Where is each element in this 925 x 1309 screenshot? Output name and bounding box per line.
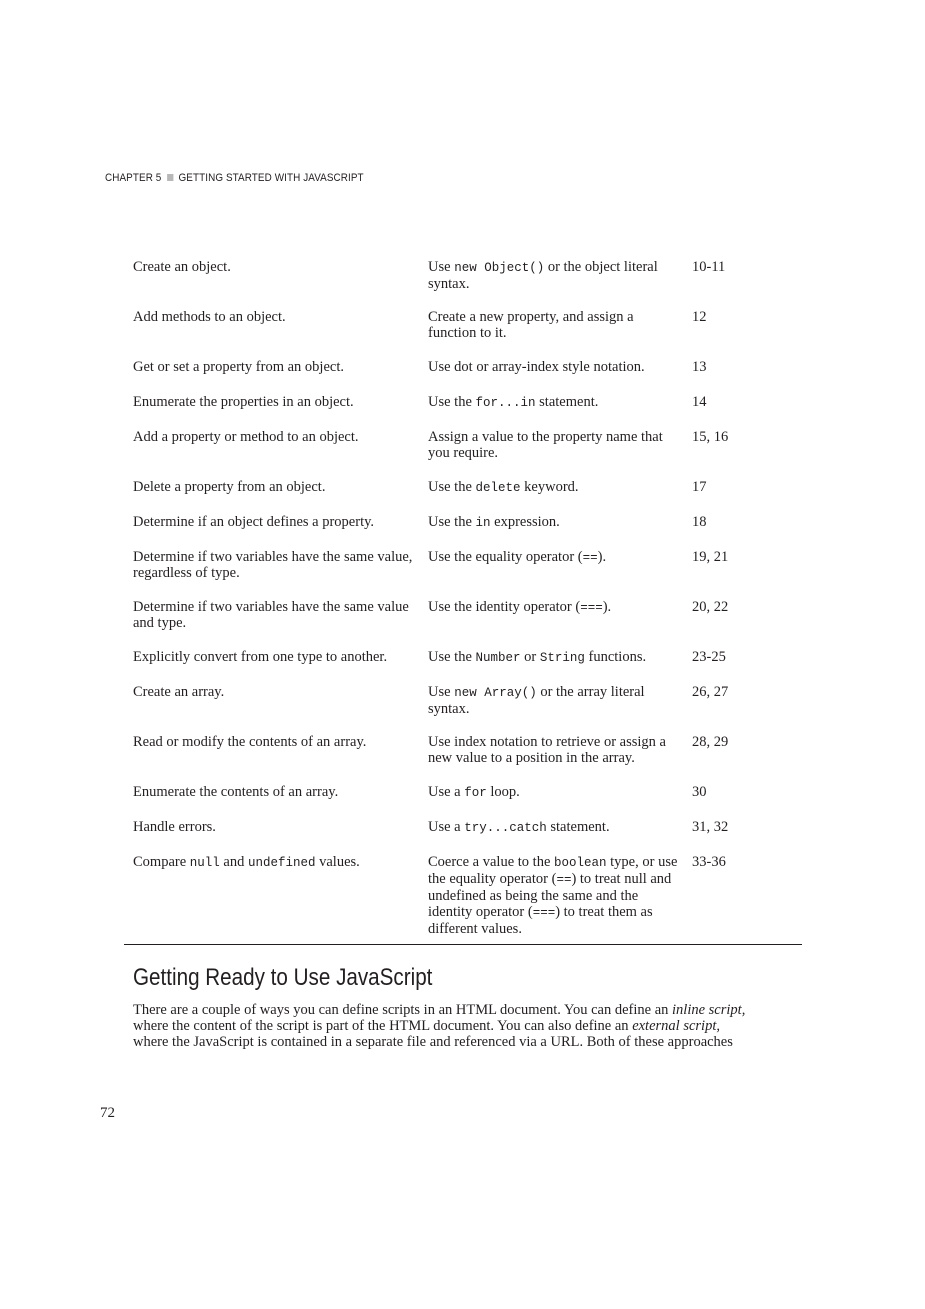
paragraph-line-2 [133,1018,797,1034]
problem-cell: Get or set a property from an object. [133,359,344,375]
listing-cell: 18 [692,514,707,530]
listing-cell: 17 [692,479,707,495]
problem-cell: Enumerate the contents of an array. [133,784,339,800]
listing-cell: 20, 22 [692,599,729,615]
table-row [124,300,802,350]
solution-text: statement. [535,394,599,410]
table-row [124,675,802,725]
listing-cell: 30 [692,784,707,800]
table-row [124,845,802,937]
solution-text: keyword. [520,479,579,495]
solution-cell [420,854,684,937]
solution-code: try...catch [464,821,547,835]
running-head [105,172,364,184]
body-paragraph [133,1002,797,1050]
listing-cell: 19, 21 [692,549,729,565]
solution-code: === [580,601,603,615]
listing-cell: 10-11 [692,259,726,275]
solution-text: ). [602,599,612,615]
paragraph-line-3: where the JavaScript is contained in a separate file and referenced via a URL. Both of these approaches [133,1034,733,1050]
paragraph-line-1 [133,1002,797,1018]
solution-text: Use a [428,819,465,835]
problem-text: values. [315,854,360,870]
solution-cell [420,514,684,540]
solution-text: ). [597,549,607,565]
table-row [124,350,802,385]
solution-code: Number [475,651,521,665]
solution-cell [420,429,684,470]
problem-cell: Create an array. [133,684,225,700]
problem-cell: Handle errors. [133,819,216,835]
solution-code: == [556,873,572,887]
solution-text: type, or use the equality operator ( [428,854,678,887]
solution-text: Use the [428,514,476,530]
table-row [124,540,802,590]
table-row [124,640,802,675]
solution-cell [420,479,684,505]
solution-text: Use [428,259,455,275]
table-row [124,775,802,810]
problem-cell: Determine if two variables have the same value, regardless of type. [133,549,413,581]
solution-text: Use [428,684,455,700]
solution-cell [420,309,684,350]
table-row [124,385,802,420]
problem-cell: Read or modify the contents of an array. [133,734,367,750]
text-run: where the content of the script is part of the HTML document. You can also define an [133,1018,633,1034]
chapter-label: CHAPTER 5 [105,172,162,184]
solution-text: statement. [546,819,610,835]
solution-text: loop. [486,784,520,800]
summary-table [124,250,802,937]
solution-text: functions. [584,649,647,665]
solution-cell [420,549,684,590]
listing-cell: 23-25 [692,649,726,665]
problem-cell [124,854,420,937]
solution-code: in [475,516,491,530]
listing-cell: 31, 32 [692,819,729,835]
solution-code: === [532,906,556,920]
solution-cell [420,359,684,385]
listing-cell: 33-36 [692,854,726,870]
listing-cell: 14 [692,394,707,410]
solution-code: for [464,786,487,800]
solution-text: Coerce a value to the [428,854,555,870]
solution-text: Use the identity operator ( [428,599,581,615]
separator-square-icon [167,174,173,181]
solution-code: boolean [554,856,607,870]
problem-cell: Determine if two variables have the same value and type. [133,599,409,631]
page-number: 72 [100,1105,115,1121]
table-row [124,590,802,640]
problem-cell: Add a property or method to an object. [133,429,359,445]
section-heading: Getting Ready to Use JavaScript [133,964,433,991]
solution-text: or the array literal syntax. [428,684,645,717]
listing-cell: 28, 29 [692,734,729,750]
listing-cell: 15, 16 [692,429,729,445]
problem-cell: Determine if an object defines a property. [133,514,375,530]
table-row [124,470,802,505]
solution-cell [420,259,684,300]
solution-text: ) to treat them as different values. [428,904,653,937]
table-bottom-rule [124,944,802,945]
problem-cell: Enumerate the properties in an object. [133,394,354,410]
solution-text: Use a [428,784,465,800]
solution-cell [420,649,684,675]
solution-text: Assign a value to the property name that you require. [428,429,663,461]
solution-code: String [539,651,585,665]
problem-text: Compare [133,854,190,870]
table-row [124,725,802,775]
solution-text: expression. [490,514,560,530]
listing-cell: 26, 27 [692,684,729,700]
solution-code: new Object() [454,261,545,275]
text-run: There are a couple of ways you can define scripts in an HTML document. You can define an [133,1002,673,1018]
problem-code: undefined [247,856,316,870]
listing-cell: 13 [692,359,707,375]
listing-cell: 12 [692,309,707,325]
solution-cell [420,784,684,810]
solution-cell [420,734,684,775]
problem-cell: Create an object. [133,259,231,275]
emphasis-external-script: external script, [632,1018,720,1034]
table-row [124,420,802,470]
table-row [124,505,802,540]
solution-text: ) to treat null and undefined as being the same and the identity operator ( [428,871,672,920]
solution-code: delete [475,481,521,495]
solution-text: Use the [428,649,476,665]
solution-text: Use index notation to retrieve or assign a new value to a position in the array. [428,734,666,766]
solution-text: Use the [428,394,476,410]
problem-text: and [219,854,248,870]
problem-cell: Delete a property from an object. [133,479,326,495]
table-row [124,250,802,300]
emphasis-inline-script: inline script, [672,1002,746,1018]
problem-cell: Add methods to an object. [133,309,286,325]
problem-code: null [189,856,220,870]
solution-code: new Array() [454,686,537,700]
solution-text: Create a new property, and assign a function to it. [428,309,634,341]
solution-text: Use dot or array-index style notation. [428,359,645,375]
solution-text: Use the [428,479,476,495]
solution-cell [420,819,684,845]
solution-cell [420,684,684,725]
solution-code: for...in [475,396,536,410]
solution-text: or [520,649,540,665]
problem-cell: Explicitly convert from one type to another. [133,649,388,665]
solution-text: Use the equality operator ( [428,549,583,565]
chapter-title: GETTING STARTED WITH JAVASCRIPT [178,172,364,184]
solution-text: or the object literal syntax. [428,259,658,292]
table-row [124,810,802,845]
solution-code: == [582,551,598,565]
solution-cell [420,394,684,420]
solution-cell [420,599,684,640]
